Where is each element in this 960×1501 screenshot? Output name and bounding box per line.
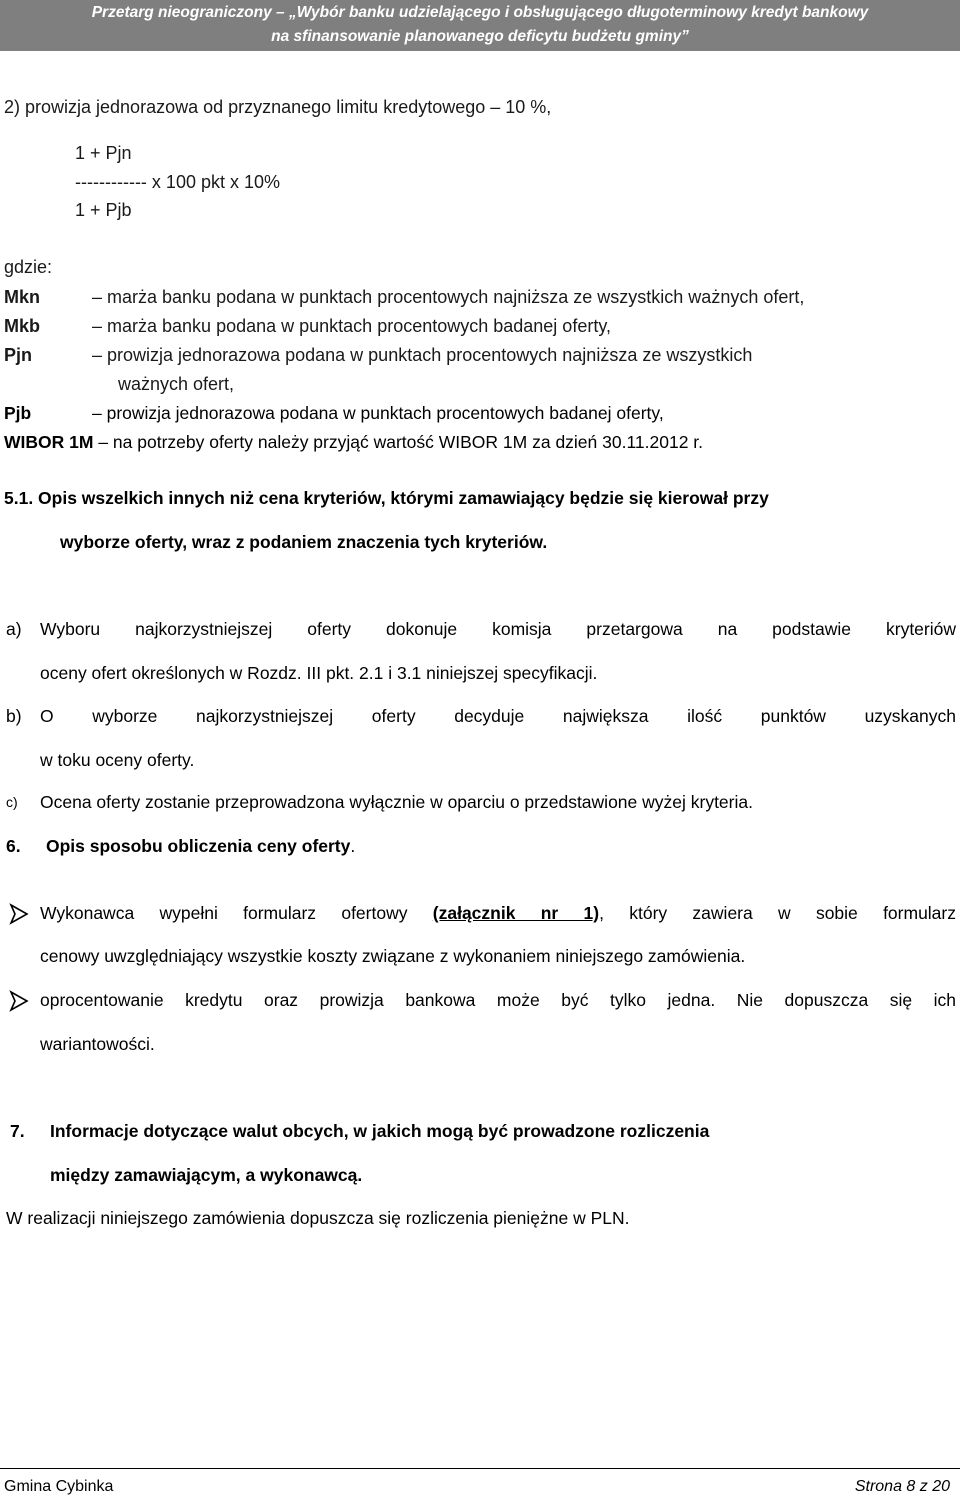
formula-numerator: 1 + Pjn bbox=[75, 143, 132, 163]
bullet-1-post: , który zawiera w sobie formularz bbox=[599, 903, 956, 923]
header-line-2: na sfinansowanie planowanego deficytu budżetu gminy” bbox=[271, 28, 689, 45]
section-5-1-title-cont: wyborze oferty, wraz z podaniem znaczenia tych kryteriów. bbox=[60, 532, 548, 552]
arrow-bullet-icon bbox=[8, 990, 30, 1012]
term-mkb: Mkb bbox=[4, 316, 40, 336]
arrow-bullet-icon bbox=[8, 903, 30, 925]
bullet-1-pre: Wykonawca wypełni formularz ofertowy bbox=[40, 903, 433, 923]
bullet-2-line-2: wariantowości. bbox=[40, 1034, 155, 1054]
page-header bbox=[0, 0, 960, 51]
term-mkn: Mkn bbox=[4, 287, 40, 307]
wibor-row bbox=[4, 432, 703, 453]
item-b-line-2: w toku oceny oferty. bbox=[40, 750, 195, 770]
term-pjb: Pjb bbox=[4, 403, 32, 423]
header-line-1: Przetarg nieograniczony – „Wybór banku udzielającego i obsługującego długoterminowy kredyt bankowy bbox=[91, 4, 869, 21]
attachment-1-link: (załącznik nr 1) bbox=[432, 903, 600, 923]
item-a-line-1: Wyboru najkorzystniejszej oferty dokonuje komisja przetargowa na podstawie kryteriów bbox=[40, 619, 956, 639]
def-pjn-line-1: – prowizja jednorazowa podana w punktach procentowych najniższa ze wszystkich bbox=[92, 345, 753, 365]
def-pjb: – prowizja jednorazowa podana w punktach procentowych badanej oferty, bbox=[92, 403, 664, 423]
item-b-marker: b) bbox=[6, 706, 22, 726]
section-7-title-cont: między zamawiającym, a wykonawcą. bbox=[50, 1165, 363, 1185]
def-pjn-line-2: ważnych ofert, bbox=[118, 374, 235, 394]
bullet-1-line-1 bbox=[40, 903, 956, 924]
bullet-1-line-2: cenowy uwzględniający wszystkie koszty związane z wykonaniem niniejszego zamówienia. bbox=[40, 946, 746, 966]
item-2-text: 2) prowizja jednorazowa od przyznanego limitu kredytowego – 10 %, bbox=[4, 97, 552, 117]
footer-municipality: Gmina Cybinka bbox=[4, 1478, 114, 1495]
section-6-dot: . bbox=[350, 836, 356, 856]
section-6-number: 6. bbox=[6, 836, 21, 856]
item-c-text: Ocena oferty zostanie przeprowadzona wyłącznie w oparciu o przedstawione wyżej kryteria. bbox=[40, 792, 753, 812]
item-b-line-1: O wyborze najkorzystniejszej oferty decyduje największa ilość punktów uzyskanych bbox=[40, 706, 956, 726]
item-a-marker: a) bbox=[6, 619, 22, 639]
term-wibor: WIBOR 1M bbox=[4, 432, 94, 452]
section-7-number: 7. bbox=[10, 1121, 25, 1141]
formula-denominator: 1 + Pjb bbox=[75, 200, 132, 220]
pln-settlement-text: W realizacji niniejszego zamówienia dopuszcza się rozliczenia pieniężne w PLN. bbox=[6, 1208, 630, 1228]
where-label: gdzie: bbox=[4, 257, 53, 277]
bullet-2-line-1: oprocentowanie kredytu oraz prowizja bankowa może być tylko jedna. Nie dopuszcza się ich bbox=[40, 990, 956, 1010]
term-pjn: Pjn bbox=[4, 345, 33, 365]
section-7-title: Informacje dotyczące walut obcych, w jakich mogą być prowadzone rozliczenia bbox=[50, 1121, 710, 1141]
item-c-marker: c) bbox=[6, 794, 18, 810]
section-6-title: Opis sposobu obliczenia ceny oferty bbox=[46, 836, 351, 856]
def-wibor: – na potrzeby oferty należy przyjąć wartość WIBOR 1M za dzień 30.11.2012 r. bbox=[98, 432, 704, 452]
section-6-title-row bbox=[46, 836, 355, 857]
item-a-line-2: oceny ofert określonych w Rozdz. III pkt. 2.1 i 3.1 niniejszej specyfikacji. bbox=[40, 663, 598, 683]
def-mkb: – marża banku podana w punktach procentowych badanej oferty, bbox=[92, 316, 611, 336]
page-number: Strona 8 z 20 bbox=[854, 1478, 950, 1495]
section-5-1-title: 5.1. Opis wszelkich innych niż cena kryteriów, którymi zamawiający będzie się kierował przy bbox=[4, 488, 769, 508]
def-mkn: – marża banku podana w punktach procentowych najniższa ze wszystkich ważnych ofert, bbox=[92, 287, 805, 307]
formula-fraction-line: ------------ x 100 pkt x 10% bbox=[75, 172, 281, 192]
footer-divider bbox=[0, 1468, 960, 1469]
